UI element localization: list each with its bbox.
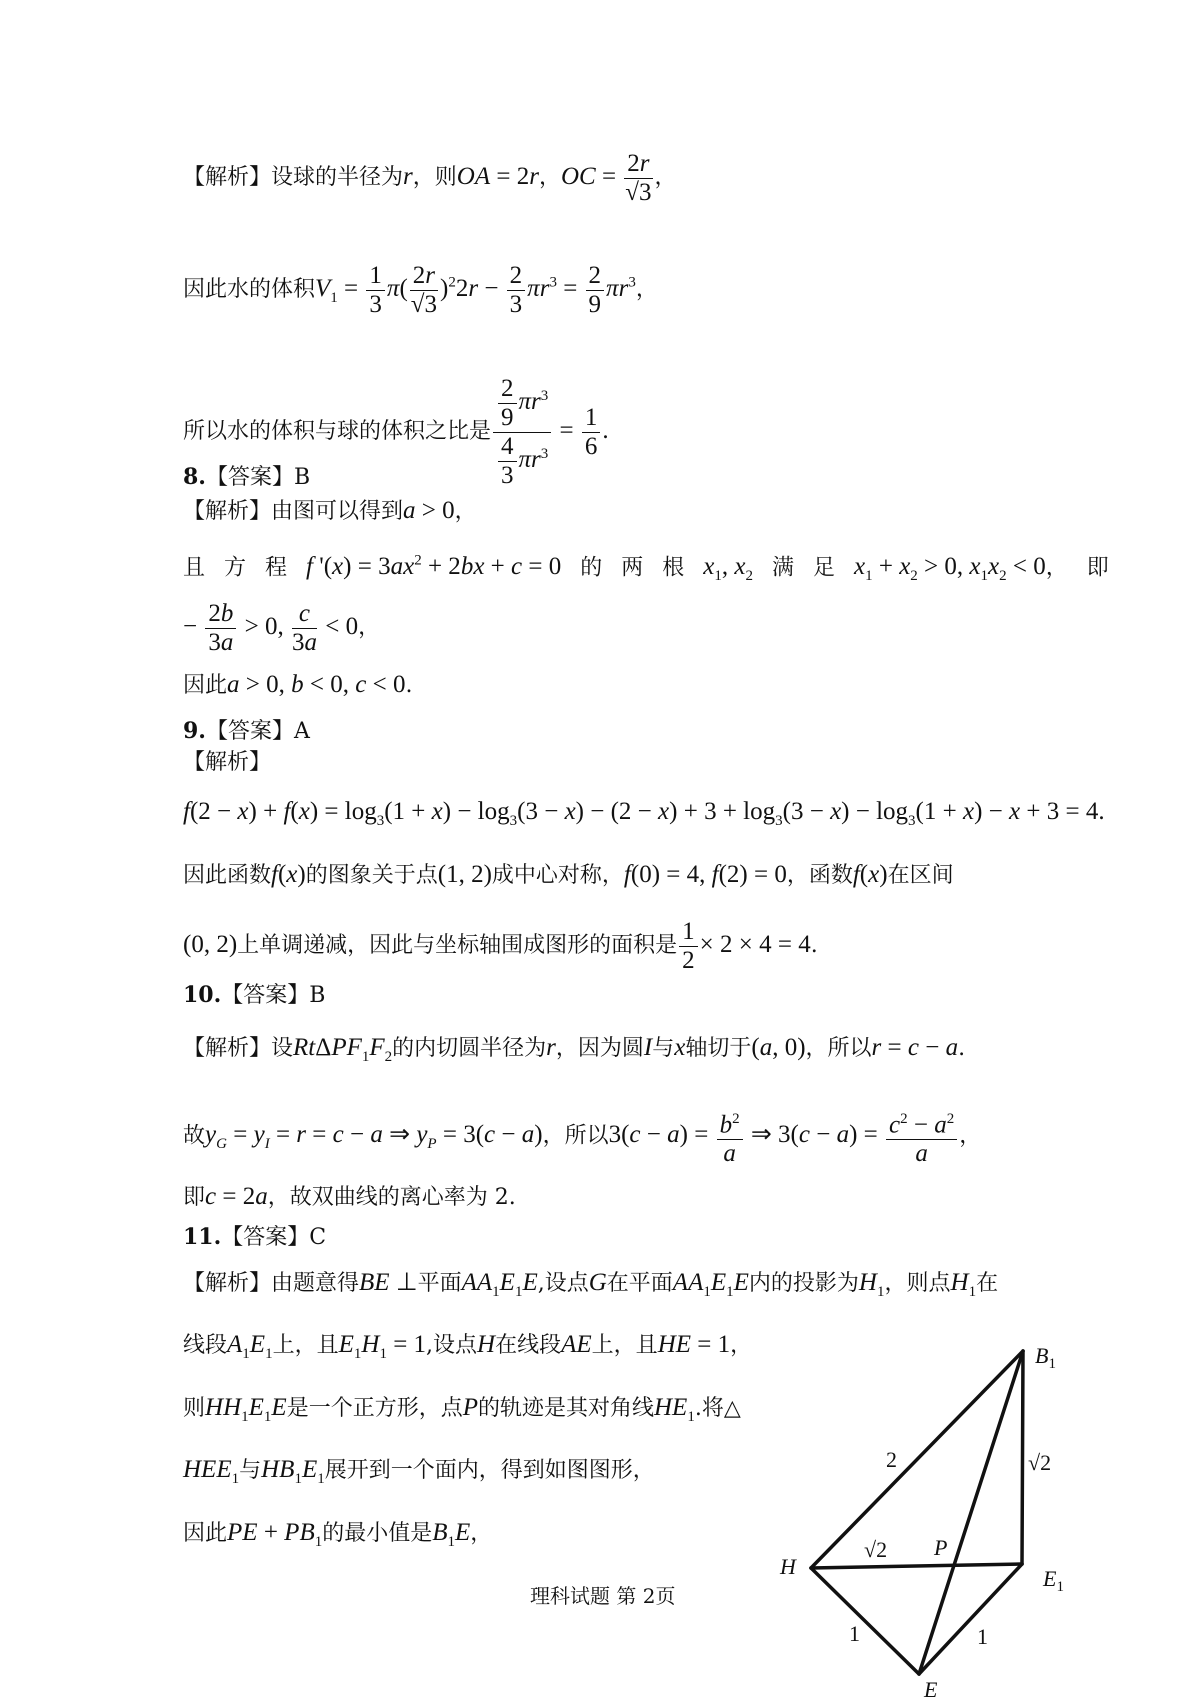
math: $AA_1E_1E$	[461, 1269, 538, 1300]
edge-e-b1	[919, 1351, 1023, 1674]
label-h: H	[780, 1554, 796, 1579]
text-span: 在平面	[606, 1271, 673, 1296]
question-number: 10.	[183, 982, 222, 1008]
label-p: P	[934, 1535, 948, 1560]
text-span: 是一个正方形，点	[286, 1396, 463, 1421]
math: $HE_1$	[654, 1394, 695, 1425]
math: c = 2a	[205, 1183, 268, 1210]
question-number: 8.	[183, 464, 206, 490]
answer-label: 【答案】	[205, 465, 294, 490]
text-span: 轴切于	[685, 1036, 752, 1061]
text-span: 上，且	[272, 1333, 339, 1358]
math: P	[462, 1394, 478, 1421]
page-footer: 理科试题 第 2页	[530, 1584, 676, 1608]
text-span: 【解析】设	[183, 1036, 294, 1061]
answer-value: B	[293, 465, 311, 490]
math: BE ⊥	[359, 1269, 418, 1296]
text-span: 故	[183, 1123, 206, 1149]
text-span: 【解析】由图可以得到	[183, 499, 404, 524]
q8-analysis-line-3: − $\frac{2b}{3a}$ > 0, $\frac{c}{3a}$ < 0，	[183, 600, 381, 656]
text-span: 满 足	[771, 555, 835, 581]
math: H	[477, 1331, 496, 1358]
math: 3(c − a) = $\frac{b^2}{a}$ ⇒ 3(c − a) = $\frac{c^2 - a^2}{a}$	[609, 1121, 960, 1148]
math: r	[403, 163, 413, 191]
text-span: 的轨迹是其对角线	[477, 1396, 654, 1421]
text-span: 的内切圆半径为	[392, 1036, 547, 1061]
math: a > 0	[403, 497, 455, 524]
text-span: ，所以	[542, 1123, 609, 1149]
text-span: ，	[538, 165, 561, 191]
text-span: 所以水的体积与球的体积之比是	[183, 419, 492, 445]
math: $E_1H_1 = 1$	[338, 1331, 427, 1362]
math: f(x)	[271, 861, 306, 888]
q8-analysis-line-4: 因此a > 0, b < 0, c < 0.	[183, 671, 413, 698]
math: f(0) = 4, f(2) = 0	[623, 861, 787, 888]
math: $A_1E_1$	[227, 1331, 273, 1362]
text-span: 则	[183, 1396, 206, 1421]
edge-label-b1e1: √2	[1028, 1450, 1052, 1475]
math: $V_1$ = $\frac{1}{3}$ π( $\frac{2r}{√3}$ )$^2$2r − $\frac{2}{3}$ $\pi r^3$ = $\frac{2}{9}$ $\pi r^3$	[315, 262, 636, 318]
edge-h-e1	[811, 1564, 1022, 1568]
math: − $\frac{2b}{3a}$ > 0, $\frac{c}{3a}$ < 0	[183, 600, 359, 656]
math: $\frac{1}{2}$ × 2 × 4 = 4	[677, 931, 811, 958]
math: HE = 1	[657, 1331, 731, 1358]
math: (0, 2)	[183, 931, 238, 959]
text-span: 线段	[183, 1333, 228, 1358]
text-span: 即	[183, 1185, 206, 1210]
solution-7-line-2: 因此水的体积$V_1$ = $\frac{1}{3}$ π( $\frac{2r}{√3}$ )$^2$2r − $\frac{2}{3}$ $\pi r^3$ = $\frac{2}{9}$ $\pi r^3$，	[183, 262, 658, 318]
text-span: ,设点	[426, 1333, 478, 1358]
math: $AA_1E_1E$	[672, 1269, 749, 1300]
text-span: 展开到一个面内，得到如图图形，	[324, 1458, 655, 1483]
answer-value: B	[309, 983, 326, 1008]
math: $f(2 - x) + f(x) = \log_3(1 + x) - \log_3(3 - x) - (2 - x) + 3 + \log_3(3 - x) - \log_3(1 + x) - x + 3 = 4$.	[183, 798, 1105, 829]
answer-label: 【答案】	[221, 983, 310, 1008]
edge-b1-e1	[1022, 1351, 1023, 1564]
text-span: 的图象关于点	[305, 863, 438, 888]
edge-e-e1	[919, 1564, 1022, 1674]
text-span: ，	[470, 1521, 493, 1546]
math: OA = 2r	[456, 163, 539, 191]
math: $x_1$, $x_2$	[703, 553, 753, 585]
text-span: ，则点	[884, 1271, 951, 1296]
text-span: .将△	[694, 1396, 741, 1421]
math: (1, 2)	[437, 861, 492, 888]
math: OC = $\frac{2r}{√3}$	[560, 150, 652, 206]
math: f '$(x) = 3ax^2 + 2bx + c = 0$	[306, 553, 562, 581]
q9-analysis-line-3: (0, 2)上单调递减，因此与坐标轴围成图形的面积是 $\frac{1}{2}$ × 2 × 4 = 4.	[183, 918, 818, 974]
question-number: 11.	[183, 1224, 222, 1250]
label-e: E	[924, 1677, 938, 1698]
answer-value: C	[309, 1225, 327, 1250]
question-number: 9.	[183, 718, 206, 744]
text-span: ，故双曲线的离心率为 2.	[267, 1185, 516, 1210]
text-span: ， 即	[1045, 555, 1109, 581]
text-span: 【解析】由题意得	[183, 1271, 360, 1296]
text-span: ，则	[412, 165, 457, 191]
text-span: 的 两 根	[580, 555, 685, 581]
math: $HH_1E_1E$	[205, 1394, 287, 1425]
math: f(x)	[852, 861, 888, 888]
text-span: 上，且	[591, 1333, 658, 1358]
math: r	[546, 1034, 556, 1061]
text-span: 与	[652, 1036, 675, 1061]
q10-analysis-line-2: 故$y_G = y_I = r = c - a$ ⇒ $y_P = 3(c - a)$，所以3(c − a) = $\frac{b^2}{a}$ ⇒ 3(c − a) = $\frac{c^2 - a^2}{a}$ ，	[183, 1105, 981, 1168]
math: I	[643, 1034, 653, 1061]
math: (a, 0)	[751, 1034, 806, 1061]
label-b1: $B_1$	[1035, 1343, 1056, 1372]
text-span: 在线段	[495, 1333, 562, 1358]
answer-label: 【答案】	[205, 719, 294, 744]
math: $Rt\Delta PF_1F_2$	[293, 1034, 393, 1065]
answer-value: A	[293, 719, 310, 744]
text-span: 因此函数	[183, 863, 272, 888]
q11-analysis-line-2: 线段$A_1E_1$上，且$E_1H_1 = 1$,设点H在线段AE上，且HE = 1，	[183, 1331, 753, 1362]
solution-7-line-1: 【解析】设球的半径为r，则OA = 2r，OC = $\frac{2r}{√3}$ ，	[183, 150, 677, 206]
text-span: 且 方 程	[183, 555, 287, 581]
edge-label-ee1: 1	[977, 1624, 988, 1649]
math: $x_1 + x_2 > 0$, $x_1x_2 < 0$	[853, 553, 1046, 585]
text-span: ，函数	[786, 863, 853, 888]
text-span: 上单调递减，因此与坐标轴围成图形的面积是	[237, 933, 678, 959]
edge-label-hp: √2	[864, 1537, 888, 1562]
edge-h-b1	[811, 1351, 1023, 1568]
math: $HEE_1$	[183, 1456, 240, 1487]
text-span: 成中心对称，	[491, 863, 624, 888]
math: AE	[561, 1331, 592, 1358]
text-span: 因此	[183, 673, 228, 698]
text-span: ，所以	[805, 1036, 872, 1061]
math: a > 0, b < 0, c < 0	[227, 671, 406, 698]
math: $HB_1E_1$	[261, 1456, 325, 1487]
label-e1: $E_1$	[1043, 1566, 1064, 1595]
math: r = c − a	[871, 1034, 959, 1061]
text-span: 因此水的体积	[183, 277, 316, 303]
math: $y_G = y_I = r = c - a$ ⇒ $y_P = 3(c - a)$	[205, 1121, 543, 1153]
text-span: 在区间	[887, 863, 954, 888]
q10-analysis-line-1: 【解析】设$Rt\Delta PF_1F_2$的内切圆半径为r，因为圆I与x轴切于(a, 0)，所以r = c − a.	[183, 1034, 966, 1065]
text-span: 在	[976, 1271, 999, 1296]
text-span: ,设点	[537, 1271, 589, 1296]
text-span: 【解析】	[183, 750, 272, 775]
text-span: 的最小值是	[322, 1521, 433, 1546]
math: G	[588, 1269, 607, 1296]
text-span: 平面	[417, 1271, 462, 1296]
math: PE + $PB_1$	[227, 1519, 323, 1550]
edge-label-hb1: 2	[886, 1447, 897, 1472]
math: $H_1$	[858, 1269, 885, 1300]
text-span: 因此	[183, 1521, 228, 1546]
edge-label-he: 1	[849, 1621, 860, 1646]
text-span: 内的投影为	[748, 1271, 859, 1296]
answer-label: 【答案】	[221, 1225, 310, 1250]
text-span: 与	[239, 1458, 262, 1483]
math: $\frac{2}{9}$ $\pi r^3$ $\frac{4}{3}$ $\pi r^3$ = $\frac{1}{6}$ .	[491, 417, 609, 444]
math: $B_1E$	[432, 1519, 471, 1550]
edge-h-e	[811, 1568, 919, 1674]
math: x	[674, 1034, 686, 1061]
math: $H_1$	[950, 1269, 977, 1300]
text-span: ，因为圆	[555, 1036, 644, 1061]
text-span: 【解析】设球的半径为	[183, 165, 404, 191]
q8-analysis-line-1: 【解析】由图可以得到a > 0，	[183, 497, 477, 524]
